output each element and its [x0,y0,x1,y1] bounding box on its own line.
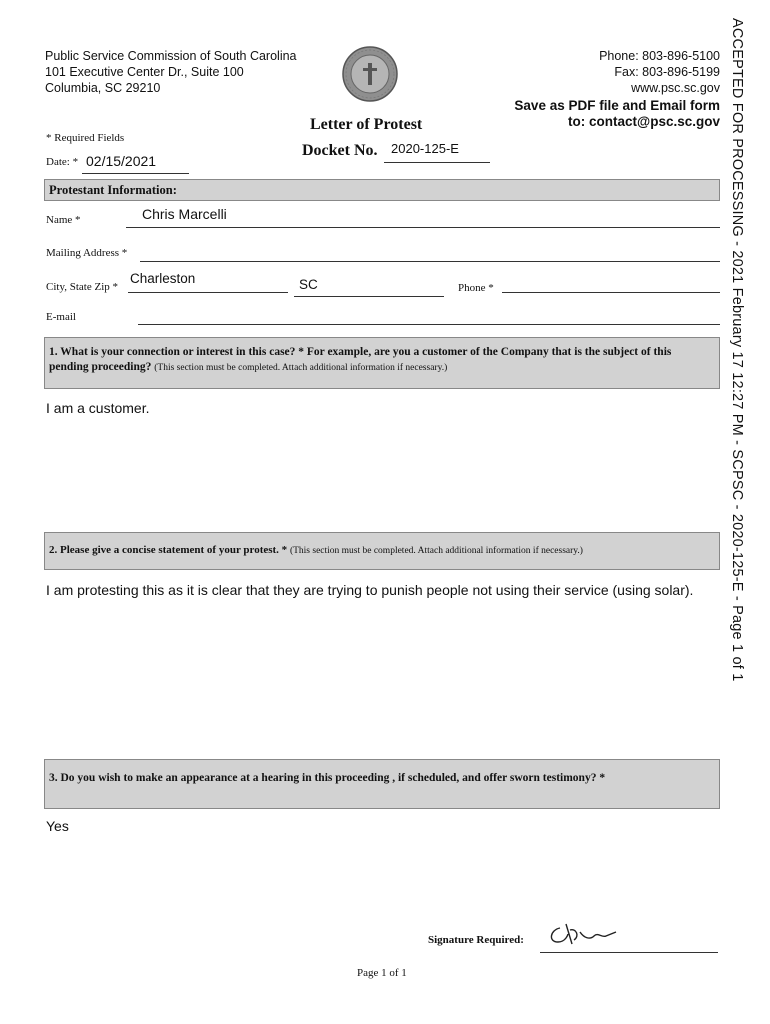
protestant-info-header [44,179,720,201]
email-field[interactable] [138,324,720,325]
state-zip-field[interactable] [294,296,444,297]
phone-number: Phone: 803-896-5100 [599,49,720,63]
website: www.psc.sc.gov [631,81,720,95]
email-label: E-mail [46,311,76,323]
name-field[interactable] [126,227,720,228]
fax-number: Fax: 803-896-5199 [614,65,720,79]
phone-label: Phone * [458,282,494,294]
commission-address [45,48,297,96]
page-number: Page 1 of 1 [357,967,407,979]
email-instruction: to: contact@psc.sc.gov [568,114,720,129]
protestant-info-title: Protestant Information: [49,183,177,197]
question-2-header [44,532,720,570]
address-label: Mailing Address * [46,247,128,259]
org-name: Public Service Commission of South Carolina [45,49,297,63]
docket-underline [384,162,490,163]
question-2-note: (This section must be completed. Attach additional information if necessary.) [289,546,583,556]
acceptance-stamp: ACCEPTED FOR PROCESSING - 2021 February 17 12:27 PM - SCPSC - 2020-125-E - Page 1 of 1 [729,18,745,682]
contact-info [514,48,720,130]
date-underline [82,173,189,174]
answer-3[interactable]: Yes [46,818,69,834]
state-value[interactable]: SC [299,277,318,292]
question-1-header [44,337,720,389]
signature-label: Signature Required: [428,934,524,946]
org-street: 101 Executive Center Dr., Suite 100 [45,65,244,79]
question-1-note: (This section must be completed. Attach additional information if necessary.) [154,363,448,373]
date-value[interactable]: 02/15/2021 [86,153,157,169]
phone-field[interactable] [502,292,720,293]
question-2-text: 2. Please give a concise statement of your protest. * [49,544,288,556]
question-1-text: 1. What is your connection or interest in this case? * For example, are you a customer of the Company that is the subject of this pending proceeding? [49,346,672,373]
question-3-header [44,759,720,809]
save-instruction: Save as PDF file and Email form [514,98,720,113]
docket-label: Docket No. [302,142,378,159]
city-field[interactable] [128,292,288,293]
docket-value[interactable]: 2020-125-E [391,141,459,156]
city-value[interactable]: Charleston [130,271,196,286]
question-3-text: 3. Do you wish to make an appearance at a hearing in this proceeding , if scheduled, and offer sworn testimony? * [49,772,606,784]
answer-1[interactable]: I am a customer. [46,400,150,416]
signature-field[interactable] [540,952,718,953]
date-label: Date: * [46,156,79,168]
form-title: Letter of Protest [310,116,423,133]
answer-2[interactable]: I am protesting this as it is clear that they are trying to punish people not using their service (using solar). [46,582,694,598]
org-city: Columbia, SC 29210 [45,81,161,95]
name-value[interactable]: Chris Marcelli [142,206,227,222]
city-label: City, State Zip * [46,281,119,293]
name-label: Name * [46,214,81,226]
signature-icon [546,920,626,953]
commission-seal-icon [342,46,398,107]
required-note: * Required Fields [46,132,125,144]
address-field[interactable] [140,261,720,262]
